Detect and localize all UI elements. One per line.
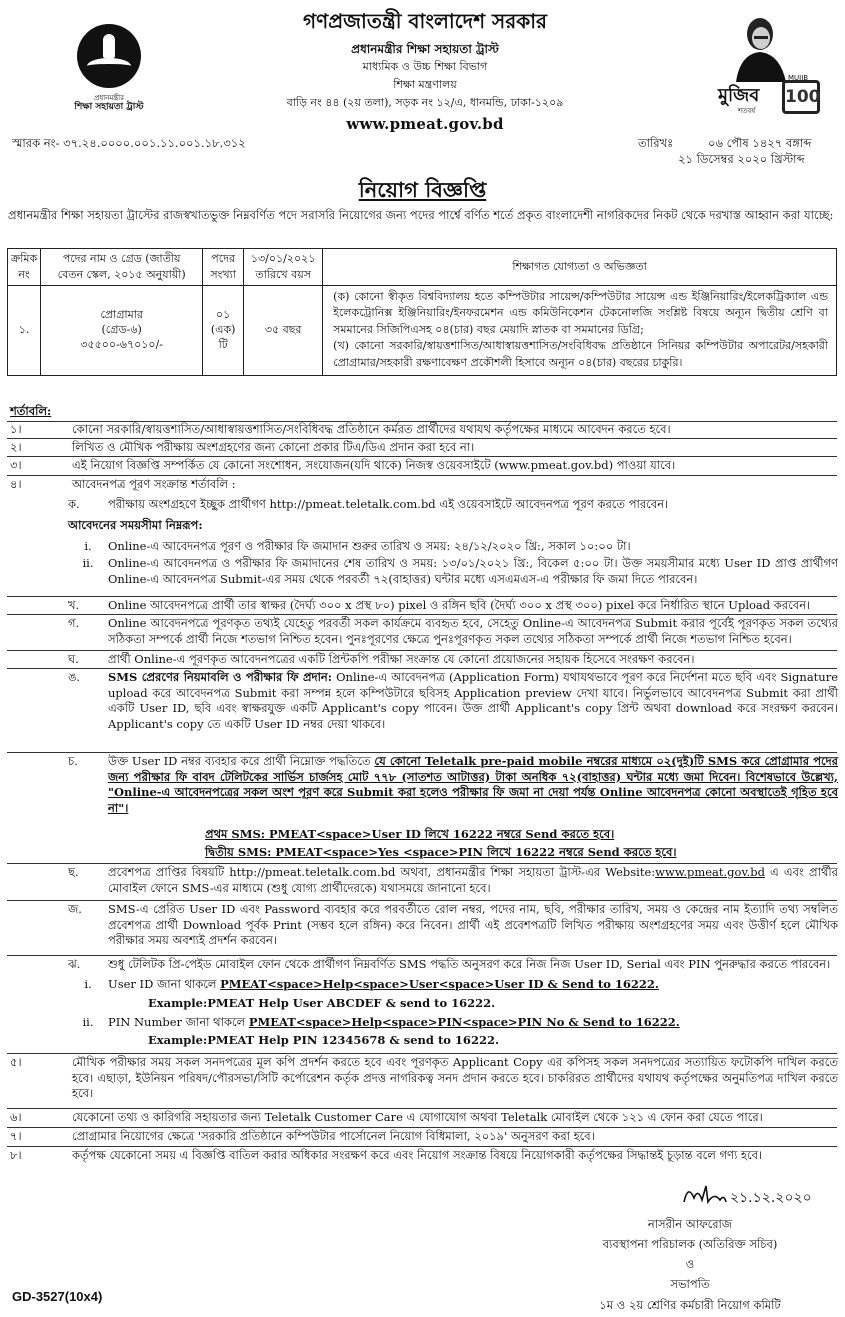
col-serial: ক্রমিক নং bbox=[8, 249, 41, 286]
condition-4-cha: চ. উক্ত User ID নম্বর ব্যবহার করে প্রার্থী নিম্নোক্ত পদ্ধতিতে যে কোনো Teletalk pre-paid mobile নম্বরের মাধ্যমে ০২(দুই)টি SMS করে প্রোগ্রামার পদের জন্য পরীক্ষার ফি বাবদ টেলিটকের সার্ভিস চার্জসহ মোট ৭৭৮ (সাতশত আটাত্তর) টাকা অনধিক ৭২(বাহাত্তর) ঘন্টার মধ্যে জমা দিবেন। বিশেষভাবে উল্লেখ্য, "Online-এ আবেদনপত্রের সকল অংশ পূরণ করে Submit করা হলেও পরীক্ষার ফি জমা না দেয়া পর্যন্ত Online আবেদনপত্র কোনো অবস্থাতেই গৃহিত হবে না"। bbox=[68, 754, 838, 815]
ministry-name: শিক্ষা মন্ত্রণালয় bbox=[393, 78, 457, 92]
division-name: মাধ্যমিক ও উচ্চ শিক্ষা বিভাগ bbox=[362, 60, 488, 74]
table-header-row bbox=[8, 249, 837, 286]
mujib-logo-text: মুজিব bbox=[718, 85, 760, 106]
condition-4-chha: ছ. প্রবেশপত্র প্রাপ্তির বিষয়টি http://pmeat.teletalk.com.bd অথবা, প্রধানমন্ত্রীর শিক্ষা সহায়তা ট্রাস্ট-এর Website:www.pmeat.gov.bd এ এবং প্রার্থীর মোবাইল ফোনে SMS-এর মাধ্যমে (শুধু যোগ্য প্রার্থীদেরকে) যথাসময়ে জানানো হবে। bbox=[68, 865, 839, 895]
condition-8: ৮। কর্তৃপক্ষ যেকোনো সময় এ বিজ্ঞপ্তি বাতিল করার অধিকার সংরক্ষণ করে এবং নিয়োগ সংক্রান্ত বিষয়ে নিয়োগকারী কর্তৃপক্ষের সিদ্ধান্তই চূড়ান্ত বলে গণ্য হবে। bbox=[10, 1148, 763, 1162]
logo-caption-line1: প্রধানমন্ত্রীর bbox=[94, 94, 124, 102]
condition-4-jha: ঝ. শুধু টেলিটক প্রি-পেইড মোবাইল ফোন থেকে প্রার্থীগণ নিম্নবর্ণিত SMS পদ্ধতি অনুসরণ করে নিজ নিজ User ID, Serial এবং PIN পুনরুদ্ধার করতে পারবেন। bbox=[68, 957, 831, 971]
condition-4-uo: ঙ. SMS প্রেরণের নিয়মাবলি ও পরীক্ষার ফি প্রদান: Online-এ আবেদনপত্র (Application Form) যথাযথভাবে পূরণ করে নির্দেশনা মতে ছবি এবং Signature upload করে আবেদনপত্র Submit করা সম্পন্ন হলে কম্পিউটারে ছবিসহ Application preview দেখা যাবে। নির্ভুলভাবে আবেদনপত্র Submit করা প্রার্থী একটি User ID, ছবি এবং স্বাক্ষরযুক্ত একটি Applicant's copy পাবেন। উক্ত প্রার্থী Applicant's copy প্রিন্ট অথবা download করে সংরক্ষণ করবেন। Applicant's copy তে একটি User ID নম্বর দেয়া থাকবে। bbox=[68, 670, 839, 731]
qualification-a: (ক) কোনো স্বীকৃত বিশ্ববিদ্যালয় হতে কম্পিউটার সায়েন্স/কম্পিউটার সায়েন্স এন্ড ইঞ্জিনিয়ারিং/ইলেকট্রিক্যাল এন্ড ইলেকট্রোনিক্স ইঞ্জিনিয়ারিং/ইনফরমেশন এন্ড কমিউনিকেশন টেকনোলজি সংশ্লিষ্ট বিষয়ে অন্যূন দ্বিতীয় শ্রেণি বা সমমানের সিজিপিএসহ ০৪(চার) বছর মেয়াদি স্নাতক বা সমমানের ডিগ্রি; bbox=[333, 289, 828, 336]
memo-number: স্মারক নং- ৩৭.২৪.০০০০.০০১.১১.০০১.১৮.৩১২ bbox=[12, 136, 246, 150]
condition-2: ২। লিখিত ও মৌখিক পরীক্ষায় অংশগ্রহণের জন্য কোনো প্রকার টিএ/ডিএ প্রদান করা হবে না। bbox=[10, 440, 475, 454]
recover-pin: ii. PIN Number জানা থাকলে PMEAT<space>Help<space>PIN<space>PIN No & Send to 16222. bbox=[82, 1015, 680, 1029]
teletalk-link[interactable]: http://pmeat.teletalk.com.bd bbox=[269, 497, 436, 511]
website-link-3[interactable]: www.pmeat.gov.bd bbox=[655, 865, 765, 879]
office-address: বাড়ি নং ৪৪ (২য় তলা), সড়ক নং ১২/এ, ধানমন্ডি, ঢাকা-১২০৯ bbox=[286, 95, 564, 109]
notice-title: নিয়োগ বিজ্ঞপ্তি bbox=[358, 177, 487, 202]
col-count: পদের সংখ্যা bbox=[203, 249, 244, 286]
govt-title: গণপ্রজাতন্ত্রী বাংলাদেশ সরকার bbox=[303, 9, 547, 33]
website-link-2[interactable]: www.pmeat.gov.bd bbox=[498, 458, 609, 472]
deadline-start: i. Online-এ আবেদনপত্র পূরণ ও পরীক্ষার ফি জমাদান শুরুর তারিখ ও সময়: ২৪/১২/২০২০ খ্রি:, সকাল ১০:০০ টা। bbox=[84, 539, 631, 553]
posts-table bbox=[7, 248, 837, 376]
signature-block bbox=[560, 1214, 820, 1315]
teletalk-link-2[interactable]: http://pmeat.teletalk.com.bd bbox=[229, 865, 396, 879]
condition-3: ৩। এই নিয়োগ বিজ্ঞপ্তি সম্পর্কিত যে কোনো সংশোধন, সংযোজন(যদি থাকে) নিজস্ব ওয়েবসাইটে (www.pmeat.gov.bd) পাওয়া যাবে। bbox=[10, 458, 676, 472]
row-serial: ১. bbox=[8, 285, 41, 376]
date-bangla: ০৬ পৌষ ১৪২৭ বঙ্গাব্দ bbox=[708, 136, 812, 150]
deadline-heading: আবেদনের সময়সীমা নিম্নরূপ: bbox=[68, 518, 203, 532]
condition-4-gha: ঘ. প্রার্থী Online-এ পূরণকৃত আবেদনপত্রের একটি প্রিন্টকপি পরীক্ষা সংক্রান্ত যে কোনো প্রয়োজনের সহায়ক হিসেবে সংরক্ষণ করবেন। bbox=[68, 652, 695, 666]
org-name: প্রধানমন্ত্রীর শিক্ষা সহায়তা ট্রাস্ট bbox=[351, 42, 499, 56]
signatory-role: সভাপতি bbox=[670, 1277, 710, 1292]
footer-code: GD-3527(10x4) bbox=[12, 1289, 103, 1304]
col-age: ১৩/০১/২০২১ তারিখে বয়স bbox=[244, 249, 323, 286]
recover-user-id-example: Example:PMEAT Help User ABCDEF & send to 16222. bbox=[148, 996, 496, 1010]
logo-caption-line2: শিক্ষা সহায়তা ট্রাস্ট bbox=[74, 102, 144, 113]
row-post: প্রোগ্রামার (গ্রেড-৬) ৩৫৫০০-৬৭০১০/- bbox=[41, 285, 203, 376]
row-count: ০১ (এক) টি bbox=[203, 285, 244, 376]
condition-4: ৪। আবেদনপত্র পূরণ সংক্রান্ত শর্তাবলি : bbox=[10, 477, 236, 491]
website-link[interactable]: www.pmeat.gov.bd bbox=[346, 114, 504, 133]
trust-emblem-icon bbox=[77, 24, 141, 88]
svg-text:২১.১২.২০২০: ২১.১২.২০২০ bbox=[730, 1190, 812, 1206]
date-label: তারিখঃ bbox=[638, 136, 674, 150]
condition-4-ga: গ. Online আবেদনপত্রে পূরণকৃত তথ্যই যেহেতু পরবর্তী সকল কার্যক্রমে ব্যবহৃত হবে, সেহেতু Online-এ আবেদনপত্র Submit করার পূর্বেই পূরণকৃত সকল তথ্যের সঠিকতা সম্পর্কে প্রার্থী নিজে শতভাগ নিশ্চিত হবেন। পুনঃপূরণের ক্ষেত্রে পুনঃপূরণকৃত সকল তথ্যের সঠিকতা সম্পর্কে প্রার্থী নিজে শতভাগ নিশ্চিত হবেন। bbox=[68, 616, 838, 646]
row-age: ৩৫ বছর bbox=[244, 285, 323, 376]
mujib-logo-100: 100 bbox=[782, 80, 820, 114]
signatory-designation: ব্যবস্থাপনা পরিচালক (অতিরিক্ত সচিব) bbox=[602, 1237, 778, 1252]
condition-4-kha: খ. Online আবেদনপত্রে প্রার্থী তার স্বাক্ষর (দৈর্ঘ্য ৩০০ x প্রস্থ ৮০) pixel ও রঙ্গিন ছবি (দৈর্ঘ্য ৩০০ x প্রস্থ ৩০০) pixel করে নির্ধারিত স্থানে Upload করবেন। bbox=[68, 598, 811, 612]
sms-first: প্রথম SMS: PMEAT<space>User ID লিখে 16222 নম্বরে Send করতে হবে। bbox=[205, 827, 615, 841]
mujib-centenary-logo bbox=[700, 10, 830, 120]
intro-paragraph: প্রধানমন্ত্রীর শিক্ষা সহায়তা ট্রাস্টের রাজস্বখাতভুক্ত নিম্নবর্ণিত পদে সরাসরি নিয়োগের জন্য পদের পার্শ্বে বর্ণিত শর্তে প্রকৃত বাংলাদেশী নাগরিকদের নিকট থেকে দরখাস্ত আহ্বান করা যাচ্ছে: bbox=[8, 208, 834, 222]
mujib-logo-en: MUJIB bbox=[788, 74, 809, 82]
condition-6: ৬। যেকোনো তথ্য ও কারিগরি সহায়তার জন্য Teletalk Customer Care এ যোগাযোগ অথবা Teletalk মোবাইল থেকে ১২১ এ ফোন করা যেতে পারে। bbox=[10, 1110, 763, 1124]
deadline-end: ii. Online-এ আবেদনপত্র ও পরীক্ষার ফি জমাদানের শেষ তারিখ ও সময়: ১৩/০১/২০২১ খ্রি:, বিকেল ৫:০০ টা। উক্ত সময়সীমার মধ্যে User ID প্রাপ্ত প্রার্থীগণ Online-এ আবেদনপত্র Submit-এর সময় থেকে পরবর্তী ৭২(বাহাত্তর) ঘন্টার মধ্যে এসএমএস-এ পরীক্ষার ফি জমা দিতে পারবেন। bbox=[82, 556, 838, 586]
col-qualification: শিক্ষাগত যোগ্যতা ও অভিজ্ঞতা bbox=[323, 249, 837, 286]
signature-icon bbox=[680, 1180, 812, 1210]
memo-date bbox=[638, 136, 811, 167]
condition-5: ৫। মৌখিক পরীক্ষার সময় সকল সনদপত্রের মূল কপি প্রদর্শন করতে হবে এবং পূরণকৃত Applicant Copy এর কপিসহ সকল সনদপত্রের সত্যায়িত ফটোকপি দাখিল করতে হবে। এছাড়া, ইউনিয়ন পরিষদ/পৌরসভা/সিটি কর্পোরেশন কর্তৃক প্রদত্ত নাগরিকত্ব সনদ প্রদান করতে হবে। চাকরিরত প্রার্থীদের যথাযথ কর্তৃপক্ষের অনুমতিপত্র দাখিল করতে হবে। bbox=[10, 1055, 838, 1101]
letterhead bbox=[180, 8, 670, 134]
sms-second: দ্বিতীয় SMS: PMEAT<space>Yes <space>PIN লিখে 16222 নম্বরে Send করতে হবে। bbox=[205, 845, 677, 859]
committee-name: ১ম ও ২য় শ্রেণির কর্মচারী নিয়োগ কমিটি bbox=[599, 1297, 781, 1312]
date-english: ২১ ডিসেম্বর ২০২০ খ্রিস্টাব্দ bbox=[678, 151, 805, 166]
table-row bbox=[8, 285, 837, 376]
condition-4-ja: জ. SMS-এ প্রেরিত User ID এবং Password ব্যবহার করে পরবর্তীতে রোল নম্বর, পদের নাম, ছবি, পরীক্ষার তারিখ, সময় ও কেন্দ্রের নাম ইত্যাদি তথ্য সম্বলিত প্রবেশপত্র প্রার্থী Download পূর্বক Print (সম্ভব হলে রঙ্গিন) করে নিবেন। প্রার্থী এই প্রবেশপত্রটি লিখিত পরীক্ষায় অংশগ্রহণের সময় এবং উত্তীর্ণ হলে মৌখিক পরীক্ষার সময় অবশ্যই প্রদর্শন করবেন। bbox=[68, 902, 838, 948]
condition-1: ১। কোনো সরকারি/স্বায়ত্তশাসিত/আধাস্বায়ত্তশাসিত/সংবিধিবদ্ধ প্রতিষ্ঠানে কর্মরত প্রার্থীদের যথাযথ কর্তৃপক্ষের মাধ্যমে আবেদন করতে হবে। bbox=[10, 422, 671, 436]
signatory-name: নাসরীন আফরোজ bbox=[647, 1217, 733, 1231]
condition-4-ka: ক. পরীক্ষায় অংশগ্রহণে ইচ্ছুক প্রার্থীগণ http://pmeat.teletalk.com.bd এই ওয়েবসাইটে আবেদনপত্র পূরণ করতে পারবেন। bbox=[68, 497, 669, 511]
mujib-logo-sub: শতবর্ষ bbox=[738, 107, 756, 115]
row-qualification bbox=[323, 285, 837, 376]
recover-pin-example: Example:PMEAT Help PIN 12345678 & send to 16222. bbox=[148, 1033, 499, 1047]
conditions-heading: শর্তাবলি: bbox=[10, 404, 52, 418]
recover-user-id: i. User ID জানা থাকলে PMEAT<space>Help<space>User<space>User ID & Send to 16222. bbox=[84, 977, 659, 991]
pmeat-logo bbox=[62, 16, 156, 116]
qualification-b: (খ) কোনো সরকারি/স্বায়ত্তশাসিত/আধাস্বায়ত্তশাসিত/সংবিধিবদ্ধ প্রতিষ্ঠানে সিনিয়র কম্পিউটার অপারেটর/সহকারী প্রোগ্রামার/সহকারী রক্ষণাবেক্ষণ প্রকৌশলী হিসাবে অন্যূন ০৪(চার) বছরের চাকুরি। bbox=[333, 339, 828, 369]
signatory-and: ও bbox=[685, 1257, 695, 1272]
condition-7: ৭। প্রোগ্রামার নিয়োগের ক্ষেত্রে 'সরকারি প্রতিষ্ঠানে কম্পিউটার পার্সোনেল নিয়োগ বিধিমালা, ২০১৯' অনুসরণ করা হবে। bbox=[10, 1129, 595, 1143]
col-post: পদের নাম ও গ্রেড (জাতীয় বেতন স্কেল, ২০১৫ অনুযায়ী) bbox=[41, 249, 203, 286]
portrait-icon bbox=[730, 12, 790, 82]
